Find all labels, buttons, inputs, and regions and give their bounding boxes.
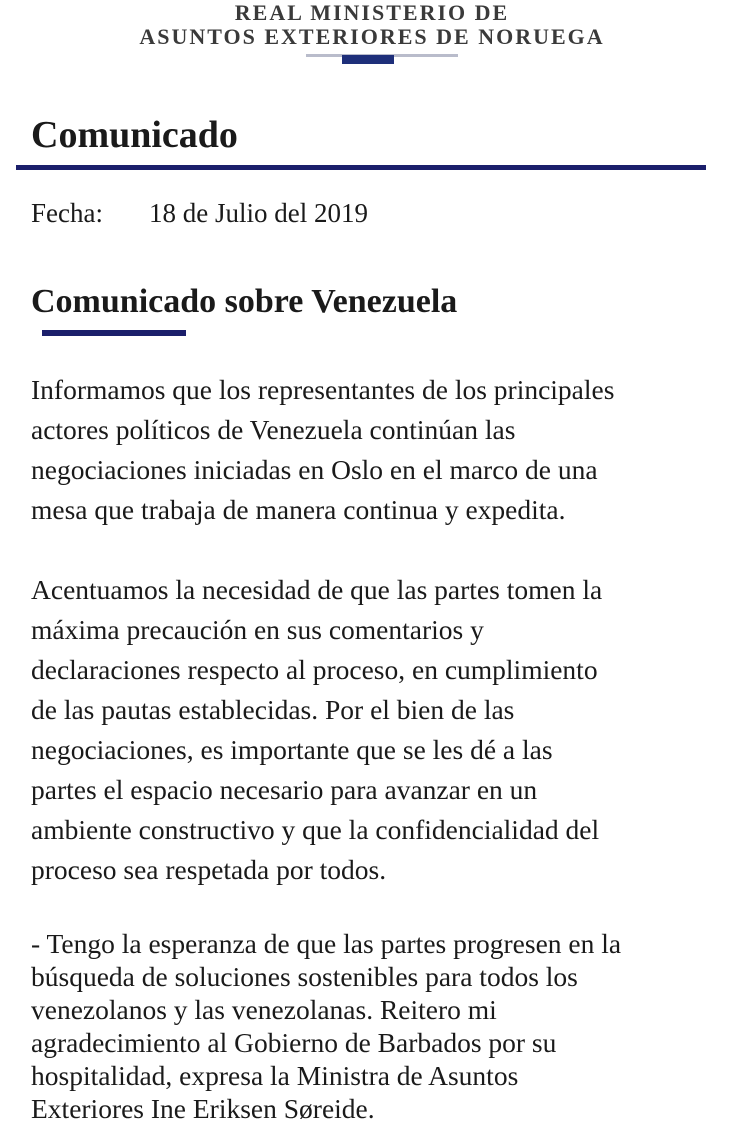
headline-underline (42, 330, 186, 336)
ministry-name-line-1: REAL MINISTERIO DE (234, 0, 510, 25)
date-label: Fecha: (31, 198, 103, 228)
headline: Comunicado sobre Venezuela (31, 283, 458, 320)
paragraph-line: proceso sea respetada por todos. (31, 854, 387, 885)
paragraph-line: declaraciones respecto al proceso, en cumplimiento (31, 654, 598, 685)
paragraph-1 (31, 370, 731, 530)
paragraph-line: Acentuamos la necesidad de que las partes tomen la (31, 574, 603, 605)
paragraph-line: de las pautas establecidas. Por el bien de las (31, 694, 515, 725)
paragraph-line: negociaciones iniciadas en Oslo en el marco de una (31, 454, 598, 485)
paragraph-line: ambiente constructivo y que la confidencialidad del (31, 814, 600, 845)
ministry-name-line-2: ASUNTOS EXTERIORES DE NORUEGA (139, 24, 605, 49)
paragraph-line: mesa que trabaja de manera continua y expedita. (31, 494, 566, 525)
paragraph-line: búsqueda de soluciones sostenibles para todos los (31, 961, 578, 992)
paragraph-line: venezolanos y las venezolanas. Reitero mi (31, 994, 497, 1025)
paragraph-3-quote (31, 927, 731, 1125)
paragraph-line: Exteriores Ine Eriksen Søreide. (31, 1093, 375, 1124)
paragraph-line: negociaciones, es importante que se les dé a las (31, 734, 553, 765)
paragraph-line: agradecimiento al Gobierno de Barbados por su (31, 1027, 557, 1058)
paragraph-line: Informamos que los representantes de los principales (31, 374, 615, 405)
paragraph-line: máxima precaución en sus comentarios y (31, 614, 484, 645)
paragraph-line: partes el espacio necesario para avanzar en un (31, 774, 538, 805)
title-divider (16, 165, 706, 170)
date-row (31, 198, 368, 229)
date-value: 18 de Julio del 2019 (149, 198, 368, 228)
document-type-title: Comunicado (31, 114, 238, 156)
letterhead (0, 0, 744, 70)
letterhead-accent-bar (342, 55, 394, 64)
paragraph-line: actores políticos de Venezuela continúan las (31, 414, 516, 445)
paragraph-line: hospitalidad, expresa la Ministra de Asuntos (31, 1060, 519, 1091)
paragraph-line: - Tengo la esperanza de que las partes progresen en la (31, 928, 622, 959)
paragraph-2 (31, 570, 731, 890)
